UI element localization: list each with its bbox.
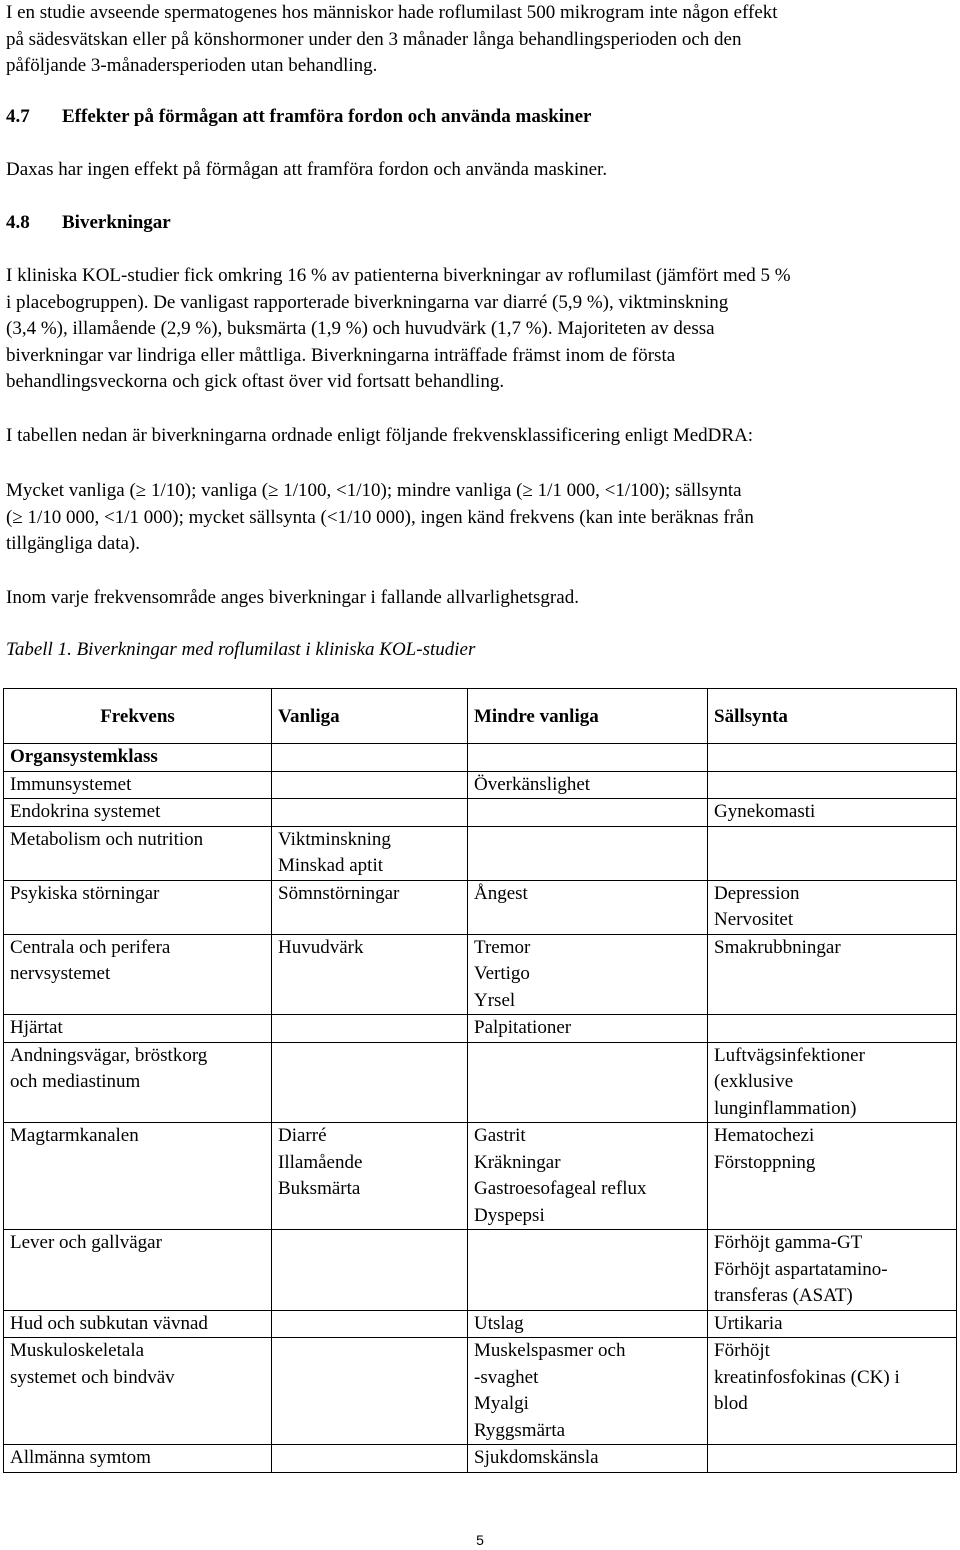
cell-text: Viktminskning	[278, 828, 391, 850]
cell-text: Ångest	[474, 882, 528, 904]
adverse-reactions-paragraph	[6, 263, 950, 396]
cell-text: Depression	[714, 882, 800, 904]
vanliga-cell	[272, 1230, 468, 1311]
cell-text: Centrala och perifera	[10, 936, 171, 958]
cell-text: Tremor	[474, 936, 531, 958]
mindre-vanliga-cell	[468, 1310, 708, 1338]
sallsynta-cell	[708, 826, 957, 880]
mindre-vanliga-cell	[468, 1015, 708, 1043]
mindre-vanliga-cell	[468, 1338, 708, 1445]
cell-text: Förhöjt gamma-GT	[714, 1232, 863, 1253]
organ-cell	[4, 1445, 272, 1473]
cell-text: lunginflammation)	[714, 1097, 857, 1119]
section-heading-4-7	[6, 104, 592, 131]
text-line: I kliniska KOL-studier fick omkring 16 % av patienterna biverkningar av roflumilast (jämfört med 5 %	[6, 265, 791, 286]
header-frekvens: Frekvens	[4, 689, 272, 744]
table-row	[4, 1042, 957, 1123]
mindre-vanliga-cell	[468, 880, 708, 934]
cell-text: Hud och subkutan vävnad	[10, 1312, 208, 1334]
table-row	[4, 826, 957, 880]
vanliga-cell	[272, 799, 468, 827]
vanliga-cell	[272, 771, 468, 799]
cell-text: Förhöjt aspartatamino-	[714, 1258, 888, 1280]
table-row	[4, 771, 957, 799]
table-row	[4, 934, 957, 1015]
cell-text: nervsystemet	[10, 963, 111, 984]
vanliga-cell	[272, 1123, 468, 1230]
table-caption: Tabell 1. Biverkningar med roflumilast i kliniska KOL-studier	[6, 639, 476, 660]
vanliga-cell	[272, 1338, 468, 1445]
vanliga-cell	[272, 826, 468, 880]
cell-text: Överkänslighet	[474, 773, 591, 795]
cell-text: Illamående	[278, 1151, 363, 1173]
header-organsystemklass: Organsystemklass	[4, 744, 272, 772]
text-line: i placebogruppen). De vanligast rapporterade biverkningarna var diarré (5,9 %), viktminskning	[6, 291, 729, 313]
sallsynta-cell	[708, 934, 957, 1015]
mindre-vanliga-cell	[468, 934, 708, 1015]
cell-text: Palpitationer	[474, 1017, 572, 1038]
cell-text: Ryggsmärta	[474, 1419, 566, 1441]
sallsynta-cell	[708, 1338, 957, 1445]
cell-text: Nervositet	[714, 909, 794, 930]
table-cell	[468, 744, 708, 772]
organ-cell	[4, 1042, 272, 1123]
header-sallsynta: Sällsynta	[708, 689, 957, 744]
sallsynta-cell	[708, 1230, 957, 1311]
cell-text: Allmänna symtom	[10, 1447, 151, 1468]
organ-cell	[4, 826, 272, 880]
mindre-vanliga-cell	[468, 1230, 708, 1311]
text-line: biverkningar var lindriga eller måttliga. Biverkningarna inträffade främst inom de första	[6, 344, 676, 366]
organ-cell	[4, 1015, 272, 1043]
section-number: 4.7	[6, 106, 30, 127]
vanliga-cell	[272, 1445, 468, 1473]
table-row	[4, 1123, 957, 1230]
cell-text: Gastroesofageal reflux	[474, 1178, 647, 1199]
sallsynta-cell	[708, 1042, 957, 1123]
mindre-vanliga-cell	[468, 1123, 708, 1230]
vanliga-cell	[272, 880, 468, 934]
text-line: påföljande 3-månadersperioden utan behandling.	[6, 55, 378, 76]
text-line: (3,4 %), illamående (2,9 %), buksmärta (1,9 %) och huvudvärk (1,7 %). Majoriteten av dessa	[6, 318, 715, 339]
cell-text: -svaghet	[474, 1366, 539, 1388]
section-title: Effekter på förmågan att framföra fordon och använda maskiner	[62, 106, 592, 127]
organ-cell	[4, 880, 272, 934]
text-line: Mycket vanliga (≥ 1/10); vanliga (≥ 1/100, <1/10); mindre vanliga (≥ 1/1 000, <1/100); sällsynta	[6, 480, 742, 501]
cell-text: Immunsystemet	[10, 773, 132, 795]
cell-text: Gastrit	[474, 1125, 526, 1146]
cell-text: Förhöjt	[714, 1340, 770, 1361]
table-row	[4, 1015, 957, 1043]
text-line: I en studie avseende spermatogenes hos människor hade roflumilast 500 mikrogram inte någon effekt	[6, 2, 778, 23]
cell-text: Muskelspasmer och	[474, 1340, 626, 1361]
cell-text: Diarré	[278, 1125, 327, 1146]
cell-text: Hematochezi	[714, 1125, 815, 1146]
cell-text: Kräkningar	[474, 1151, 561, 1173]
mindre-vanliga-cell	[468, 826, 708, 880]
cell-text: Muskuloskeletala	[10, 1340, 145, 1361]
mindre-vanliga-cell	[468, 799, 708, 827]
cell-text: Lever och gallvägar	[10, 1232, 162, 1253]
section-heading-4-8	[6, 210, 171, 237]
section-title: Biverkningar	[62, 212, 171, 233]
section-number: 4.8	[6, 212, 30, 233]
text-line: på sädesvätskan eller på könshormoner under den 3 månader långa behandlingsperioden och den	[6, 28, 742, 50]
cell-text: Sömnstörningar	[278, 882, 400, 904]
cell-text: Minskad aptit	[278, 855, 384, 876]
cell-text: Andningsvägar, bröstkorg	[10, 1044, 208, 1066]
table-row	[4, 880, 957, 934]
cell-text: Vertigo	[474, 963, 530, 984]
cell-text: Smakrubbningar	[714, 936, 841, 958]
severity-note: Inom varje frekvensområde anges biverkningar i fallande allvarlighetsgrad.	[6, 587, 579, 608]
cell-text: Utslag	[474, 1312, 524, 1334]
text-line: behandlingsveckorna och gick oftast över vid fortsatt behandling.	[6, 371, 505, 392]
cell-text: Förstoppning	[714, 1151, 816, 1173]
cell-text: transferas (ASAT)	[714, 1285, 853, 1306]
cell-text: Urtikaria	[714, 1312, 783, 1334]
vanliga-cell	[272, 934, 468, 1015]
sallsynta-cell	[708, 880, 957, 934]
table-header-row	[4, 689, 957, 744]
table-row	[4, 1445, 957, 1473]
cell-text: Metabolism och nutrition	[10, 828, 204, 850]
adverse-reactions-table	[3, 688, 957, 1473]
cell-text: Dyspepsi	[474, 1204, 545, 1226]
sallsynta-cell	[708, 799, 957, 827]
table-row	[4, 1230, 957, 1311]
table-row	[4, 1310, 957, 1338]
cell-text: Huvudvärk	[278, 936, 364, 958]
cell-text: Myalgi	[474, 1393, 529, 1414]
sallsynta-cell	[708, 1310, 957, 1338]
cell-text: systemet och bindväv	[10, 1366, 175, 1388]
cell-text: blod	[714, 1393, 748, 1414]
organ-cell	[4, 934, 272, 1015]
table-cell	[708, 744, 957, 772]
table-row	[4, 1338, 957, 1445]
header-mindre-vanliga: Mindre vanliga	[468, 689, 708, 744]
cell-text: Magtarmkanalen	[10, 1125, 139, 1146]
vanliga-cell	[272, 1042, 468, 1123]
organ-header-row	[4, 744, 957, 772]
organ-cell	[4, 1123, 272, 1230]
table-cell	[272, 744, 468, 772]
cell-text: Buksmärta	[278, 1178, 361, 1199]
mindre-vanliga-cell	[468, 1445, 708, 1473]
intro-paragraph	[6, 0, 946, 80]
sallsynta-cell	[708, 1123, 957, 1230]
meddra-intro: I tabellen nedan är biverkningarna ordnade enligt följande frekvensklassificering enligt MedDRA:	[6, 425, 754, 446]
cell-text: Psykiska störningar	[10, 882, 160, 904]
organ-cell	[4, 799, 272, 827]
vanliga-cell	[272, 1310, 468, 1338]
cell-text: kreatinfosfokinas (CK) i	[714, 1366, 900, 1388]
header-vanliga: Vanliga	[272, 689, 468, 744]
organ-cell	[4, 771, 272, 799]
cell-text: Gynekomasti	[714, 801, 816, 822]
section-4-7-text: Daxas har ingen effekt på förmågan att framföra fordon och använda maskiner.	[6, 159, 608, 180]
table-row	[4, 799, 957, 827]
organ-cell	[4, 1310, 272, 1338]
organ-cell	[4, 1230, 272, 1311]
cell-text: Luftvägsinfektioner	[714, 1044, 865, 1066]
cell-text: (exklusive	[714, 1071, 794, 1092]
page-number: 5	[476, 1532, 484, 1548]
vanliga-cell	[272, 1015, 468, 1043]
cell-text: Hjärtat	[10, 1017, 63, 1038]
text-line: (≥ 1/10 000, <1/1 000); mycket sällsynta (<1/10 000), ingen känd frekvens (kan inte beräknas från	[6, 506, 754, 528]
sallsynta-cell	[708, 771, 957, 799]
mindre-vanliga-cell	[468, 771, 708, 799]
frequency-definitions	[6, 478, 950, 558]
text-line: tillgängliga data).	[6, 533, 141, 554]
cell-text: Endokrina systemet	[10, 801, 161, 822]
cell-text: Sjukdomskänsla	[474, 1447, 599, 1468]
cell-text: och mediastinum	[10, 1071, 141, 1092]
sallsynta-cell	[708, 1445, 957, 1473]
cell-text: Yrsel	[474, 989, 516, 1011]
mindre-vanliga-cell	[468, 1042, 708, 1123]
organ-cell	[4, 1338, 272, 1445]
sallsynta-cell	[708, 1015, 957, 1043]
